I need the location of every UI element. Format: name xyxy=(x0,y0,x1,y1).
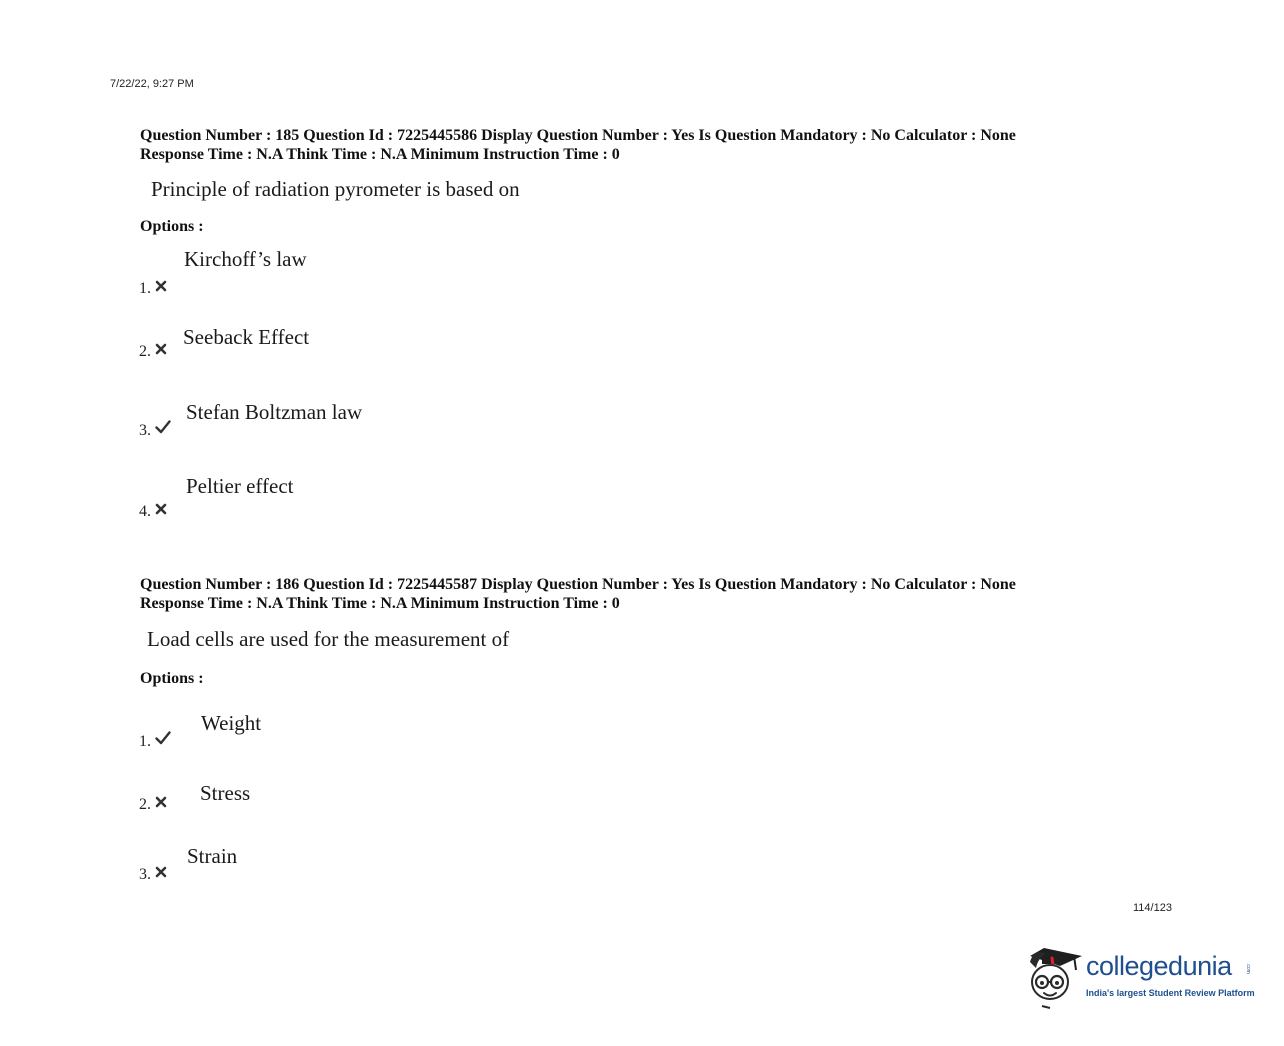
option-number xyxy=(139,795,167,814)
option-number xyxy=(139,279,167,298)
cross-icon xyxy=(155,795,167,813)
options-label: Options : xyxy=(140,218,204,235)
option-text: Stefan Boltzman law xyxy=(186,400,363,424)
option-number-label: 3. xyxy=(139,422,151,439)
option-number-label: 1. xyxy=(139,733,151,750)
logo-name: collegedunia xyxy=(1086,951,1232,981)
option-number xyxy=(139,865,167,884)
cross-icon xyxy=(155,865,167,883)
question-text: Principle of radiation pyrometer is based on xyxy=(151,177,520,201)
option-text: Weight xyxy=(201,711,262,735)
option-number-label: 4. xyxy=(139,503,151,520)
option-number-label: 3. xyxy=(139,866,151,883)
option-number-label: 2. xyxy=(139,796,151,813)
option-text: Kirchoff’s law xyxy=(184,247,307,271)
timestamp: 7/22/22, 9:27 PM xyxy=(110,78,194,90)
option-text: Peltier effect xyxy=(186,474,294,498)
option-number xyxy=(139,420,171,440)
question-text: Load cells are used for the measurement of xyxy=(147,627,510,651)
option-number-label: 2. xyxy=(139,343,151,360)
page-number: 114/123 xyxy=(1133,902,1172,914)
cross-icon xyxy=(155,342,167,360)
logo-suffix: .com xyxy=(1245,963,1251,974)
question-meta-line-2: Response Time : N.A Think Time : N.A Minimum Instruction Time : 0 xyxy=(140,595,620,612)
mascot-icon xyxy=(1024,938,1086,1015)
question-meta-line-1: Question Number : 185 Question Id : 7225445586 Display Question Number : Yes Is Question Mandatory : No Calculator : None xyxy=(140,127,1016,144)
question-meta-line-2: Response Time : N.A Think Time : N.A Minimum Instruction Time : 0 xyxy=(140,146,620,163)
check-icon xyxy=(155,731,171,750)
option-text: Seeback Effect xyxy=(183,325,310,349)
options-label: Options : xyxy=(140,670,204,687)
question-meta-line-1: Question Number : 186 Question Id : 7225445587 Display Question Number : Yes Is Question Mandatory : No Calculator : None xyxy=(140,576,1016,593)
option-number xyxy=(139,502,167,521)
option-number-label: 1. xyxy=(139,280,151,297)
collegedunia-logo xyxy=(1024,938,1254,1010)
option-text: Stress xyxy=(200,781,251,805)
cross-icon xyxy=(155,279,167,297)
option-number xyxy=(139,342,167,361)
check-icon xyxy=(155,420,171,439)
logo-tagline: India's largest Student Review Platform xyxy=(1086,988,1255,998)
option-number xyxy=(139,731,171,751)
option-text: Strain xyxy=(187,844,238,868)
cross-icon xyxy=(155,502,167,520)
